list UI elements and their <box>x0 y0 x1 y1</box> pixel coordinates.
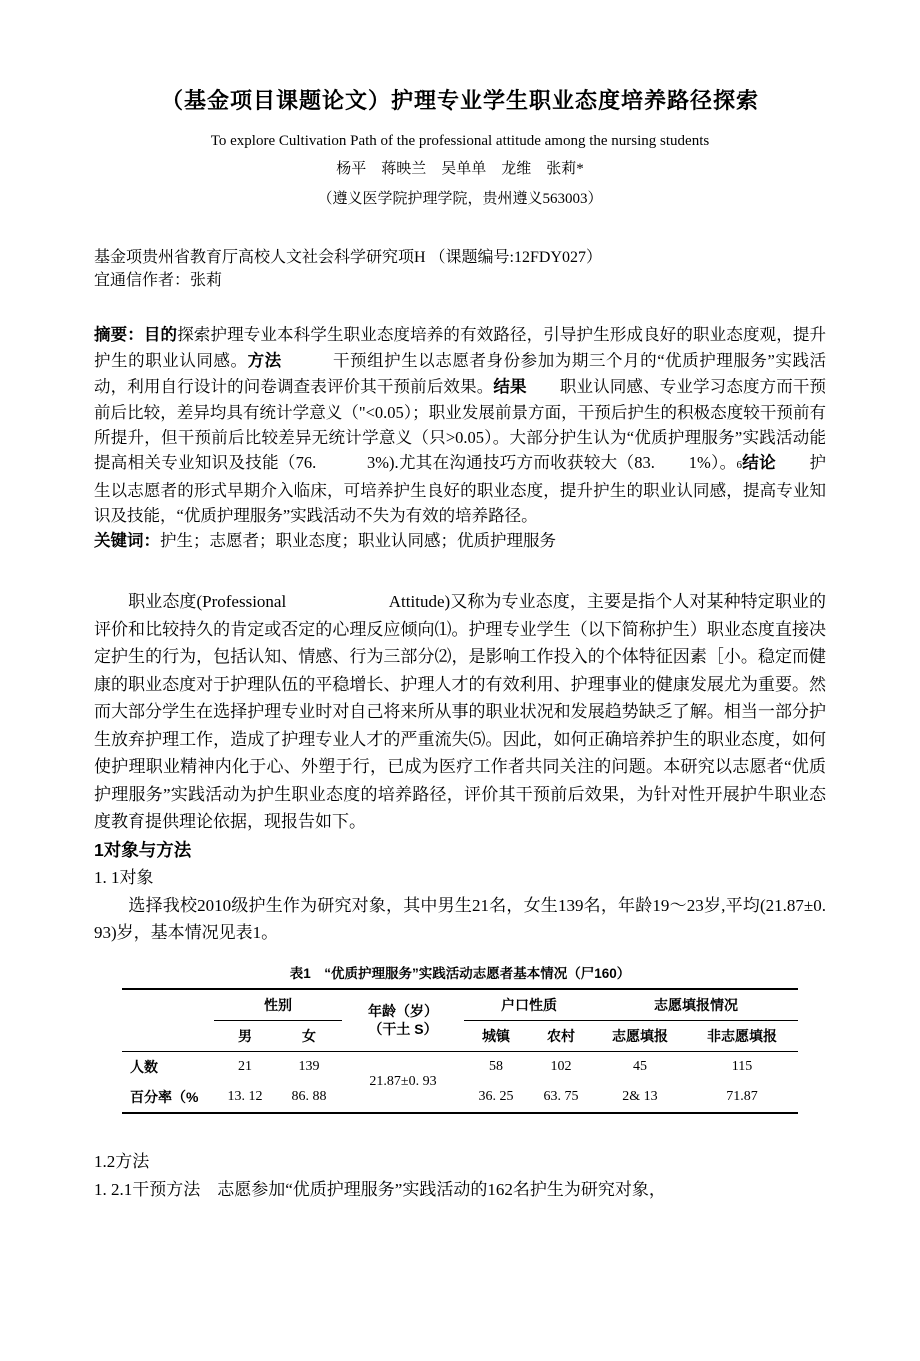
table-group-gender: 性别 <box>214 989 342 1021</box>
abstract-paragraph <box>94 322 826 528</box>
section-heading-1-2: 1.2方法 <box>94 1151 150 1171</box>
intervention-method-paragraph: 1. 2.1干预方法 志愿参加“优质护理服务”实践活动的162名护生为研究对象， <box>94 1179 666 1199</box>
correspondence-line: 宜通信作者：张莉 <box>94 272 223 289</box>
table-header-female: 女 <box>276 1020 342 1051</box>
text-segment: 职业认同感、专业学习态度方而干预前后比较，差异均具有统计学意义（"<0.05）；职业发展前景方面，干预后护生的积极态度较干预前有所提升，但干预前后比较差异无统计学意义（只>0.05）。大部分护生认为“优质护理服务”实践活动能提高相关专业知识及技能（76. 3%).尤其在沟通技巧方而收获较大（83. 1%）。 <box>94 377 827 472</box>
table-cell: 139 <box>298 1058 320 1074</box>
text-segment: 探索护理专业本科学生职业态度培养的有效路径，引导护生形成良好的职业态度观，提升护生的职业认同感。 <box>94 325 827 370</box>
table-corner-cell <box>122 1020 214 1051</box>
table-1-caption: 表1 “优质护理服务”实践活动志愿者基本情况（尸160） <box>289 965 631 981</box>
age-header-line2: （干土 S） <box>368 1021 438 1037</box>
table-1 <box>122 988 798 1114</box>
table-cell: 13. 12 <box>214 1082 276 1113</box>
table-cell: 86. 88 <box>276 1082 342 1113</box>
table-cell: 2& 13 <box>594 1082 686 1113</box>
table-header-rural: 农村 <box>528 1020 594 1051</box>
table-cell-age-value: 21.87±0. 93 <box>342 1051 464 1113</box>
table-corner-cell <box>122 989 214 1021</box>
subjects-paragraph: 选择我校2010级护生作为研究对象，其中男生21名，女生139名，年龄19～23岁,平均(21.87±0. 93)岁，基本情况见表1。 <box>94 895 826 942</box>
fund-block <box>94 246 826 292</box>
keywords-line <box>94 528 826 554</box>
table-header-male: 男 <box>214 1020 276 1051</box>
text-segment: 干预组护生以志愿者身份参加为期三个月的“优质护理服务”实践活动，利用自行设计的问卷调查表评价其干预前后效果。 <box>94 351 827 396</box>
text-segment: 6 <box>736 459 742 471</box>
bold-text-segment: 摘要：目的 <box>94 326 178 344</box>
age-header-line1: 年龄（岁） <box>368 1003 438 1019</box>
table-header-urban: 城镇 <box>464 1020 528 1051</box>
keywords-label: 关键词： <box>94 532 160 550</box>
table-header-non-volunteer: 非志愿填报 <box>686 1020 798 1051</box>
fund-line: 基金项贵州省教育厅高校人文社会科学研究项H （课题编号:12FDY027） <box>94 249 603 266</box>
bold-text-segment: 结论 <box>741 454 776 472</box>
table-group-age <box>342 989 464 1052</box>
table-group-header-row <box>122 989 798 1021</box>
table-cell: 71.87 <box>686 1082 798 1113</box>
bold-text-segment: 结果 <box>493 378 527 396</box>
section-heading-1: 1对象与方法 <box>94 839 192 860</box>
paper-title-english: To explore Cultivation Path of the professional attitude among the nursing students <box>210 133 710 149</box>
table-header-volunteer: 志愿填报 <box>594 1020 686 1051</box>
table-cell: 63. 75 <box>528 1082 594 1113</box>
table-cell: 115 <box>731 1058 753 1074</box>
section-heading-1-1: 1. 1对象 <box>94 867 154 887</box>
affiliation-line: （遵义医学院护理学院，贵州遵义563003） <box>317 191 603 207</box>
table-cell: 45 <box>633 1058 647 1074</box>
introduction-paragraph: 职业态度(Professional Attitude)又称为专业态度，主要是指个人对某种特定职业的评价和比较持久的肯定或否定的心理反应倾向⑴。护理专业学生（以下简称护生）职业态度直接决定护生的行为，包括认知、情感、行为三部分⑵，是影响工作投入的个体特征因素［小。稳定而健康的职业态度对于护理队伍的平稳增长、护理人才的有效利用、护理事业的健康发展尤为重要。然而大部分学生在选择护理专业时对自己将来所从事的职业状况和发展趋势缺乏了解。相当一部分护生放弃护理工作，造成了护理专业人才的严重流失⑸。因此，如何正确培养护生的职业态度，如何使护理职业精神内化于心、外塑于行，已成为医疗工作者共同关注的问题。本研究以志愿者“优质护理服务”实践活动为护生职业态度的培养路径，评价其干预前后效果，为针对性开展护牛职业态度教育提供理论依据，现报告如下。 <box>94 592 826 831</box>
paper-title: （基金项目课题论文）护理专业学生职业态度培养路径探索 <box>160 88 759 113</box>
authors-line: 杨平 蒋映兰 吴单单 龙维 张莉* <box>336 161 584 177</box>
table-group-application: 志愿填报情况 <box>594 989 798 1021</box>
row-label: 人数 <box>130 1058 158 1075</box>
table-cell: 102 <box>550 1058 572 1074</box>
table-cell: 36. 25 <box>464 1082 528 1113</box>
bold-text-segment: 方法 <box>247 352 282 370</box>
text-segment: 护生以志愿者的形式早期介入临床，可培养护生良好的职业态度，提升护生的职业认同感，提高专业知识及技能，“优质护理服务”实践活动不失为有效的培养路径。 <box>94 453 827 525</box>
table-group-residence: 户口性质 <box>464 989 594 1021</box>
keywords-text: 护生；志愿者；职业态度；职业认同感；优质护理服务 <box>160 531 556 550</box>
row-label: 百分率（% <box>122 1082 214 1113</box>
table-cell: 58 <box>489 1058 503 1074</box>
table-row-count <box>122 1051 798 1082</box>
table-cell: 21 <box>238 1058 252 1074</box>
